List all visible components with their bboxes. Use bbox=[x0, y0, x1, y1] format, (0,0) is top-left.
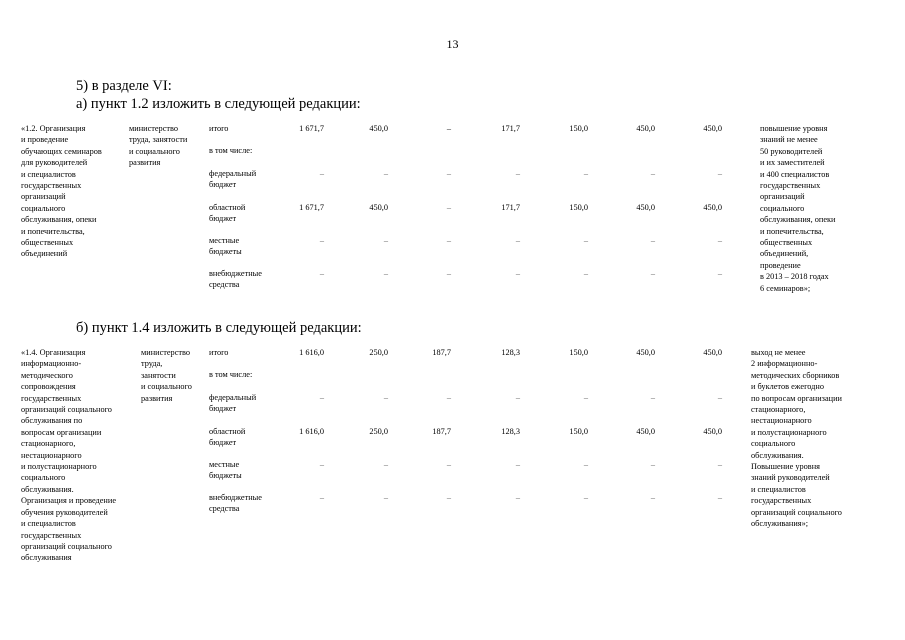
funding-row-total bbox=[0, 123, 905, 157]
funding-source-label: местные бюджеты bbox=[209, 236, 242, 257]
value-year-3: 128,3 bbox=[501, 348, 520, 357]
value-year-4: – bbox=[583, 393, 588, 402]
funding-row-regional bbox=[0, 202, 905, 236]
subsection-heading-a: а) пункт 1.2 изложить в следующей редакции: bbox=[76, 96, 361, 112]
value-year-1: – bbox=[383, 269, 388, 278]
value-year-2: – bbox=[446, 493, 451, 502]
funding-row-extrabudgetary bbox=[0, 492, 905, 526]
value-year-5: – bbox=[650, 169, 655, 178]
funding-row-total bbox=[0, 347, 905, 381]
section-heading: 5) в разделе VI: bbox=[76, 78, 172, 94]
value-year-6: – bbox=[717, 393, 722, 402]
value-year-5: – bbox=[650, 460, 655, 469]
value-year-2: – bbox=[446, 460, 451, 469]
value-year-6: – bbox=[717, 460, 722, 469]
value-year-1: – bbox=[383, 169, 388, 178]
funding-row-regional bbox=[0, 426, 905, 460]
value-year-5: 450,0 bbox=[636, 348, 655, 357]
value-year-2: – bbox=[446, 203, 451, 212]
responsible-org: министерство труда, занятости и социального развития bbox=[141, 348, 192, 403]
value-total: – bbox=[319, 493, 324, 502]
value-year-3: – bbox=[515, 460, 520, 469]
value-year-6: – bbox=[717, 236, 722, 245]
value-year-2: 187,7 bbox=[432, 348, 451, 357]
value-year-4: 150,0 bbox=[569, 203, 588, 212]
value-total: 1 671,7 bbox=[299, 203, 324, 212]
value-total: – bbox=[319, 236, 324, 245]
including-label: в том числе: bbox=[209, 370, 253, 379]
value-year-5: – bbox=[650, 269, 655, 278]
value-year-6: – bbox=[717, 169, 722, 178]
funding-row-federal bbox=[0, 168, 905, 202]
value-year-2: – bbox=[446, 393, 451, 402]
funding-source-label: внебюджетные средства bbox=[209, 493, 262, 514]
measure-name: «1.4. Организация информационно- методического сопровождения государственных организаций социального обслуживания по вопросам организации стационарного, нестационарного и полустационарного социального обслуживания. Организация и проведение обучения руководителей и специалистов государственных организаций социального обслуживания bbox=[21, 348, 116, 563]
value-total: – bbox=[319, 393, 324, 402]
value-year-4: 150,0 bbox=[569, 427, 588, 436]
value-total: – bbox=[319, 169, 324, 178]
value-total: – bbox=[319, 460, 324, 469]
funding-source-label: местные бюджеты bbox=[209, 460, 242, 481]
value-year-6: – bbox=[717, 493, 722, 502]
responsible-org: министерство труда, занятости и социального развития bbox=[129, 124, 188, 168]
value-year-3: – bbox=[515, 269, 520, 278]
funding-source-label: областной бюджет bbox=[209, 427, 246, 448]
funding-source-label: внебюджетные средства bbox=[209, 269, 262, 290]
value-year-3: 171,7 bbox=[501, 124, 520, 133]
value-year-1: 250,0 bbox=[369, 427, 388, 436]
funding-source-label: итого bbox=[209, 124, 229, 133]
value-total: 1 616,0 bbox=[299, 348, 324, 357]
value-year-1: – bbox=[383, 393, 388, 402]
expected-result: повышение уровня знаний не менее 50 руководителей и их заместителей и 400 специалистов государственных организаций социального обслуживания, опеки и попечительства, общественных объединений, проведение в 2013 – 2018 годах 6 семинаров»; bbox=[760, 124, 836, 293]
value-year-6: 450,0 bbox=[703, 348, 722, 357]
funding-source-label: областной бюджет bbox=[209, 203, 246, 224]
value-year-6: 450,0 bbox=[703, 203, 722, 212]
value-year-2: – bbox=[446, 124, 451, 133]
expected-result: выход не менее 2 информационно- методических сборников и буклетов ежегодно по вопросам организации стационарного, нестационарного и полустационарного социального обслуживания. Повышение уровня знаний руководителей и специалистов государственных организаций социального обслуживания»; bbox=[751, 348, 842, 529]
value-year-1: 450,0 bbox=[369, 203, 388, 212]
value-year-3: 128,3 bbox=[501, 427, 520, 436]
value-year-2: 187,7 bbox=[432, 427, 451, 436]
value-year-1: 450,0 bbox=[369, 124, 388, 133]
funding-source-label: федеральный бюджет bbox=[209, 169, 257, 190]
subsection-heading-b: б) пункт 1.4 изложить в следующей редакции: bbox=[76, 320, 362, 336]
value-total: – bbox=[319, 269, 324, 278]
value-year-4: – bbox=[583, 269, 588, 278]
value-year-5: 450,0 bbox=[636, 203, 655, 212]
measure-name: «1.2. Организация и проведение обучающих семинаров для руководителей и специалистов государственных организаций социального обслуживания, опеки и попечительства, общественных объединений bbox=[21, 124, 102, 259]
value-year-4: 150,0 bbox=[569, 348, 588, 357]
value-year-1: – bbox=[383, 460, 388, 469]
funding-source-label: федеральный бюджет bbox=[209, 393, 257, 414]
value-year-5: – bbox=[650, 236, 655, 245]
including-label: в том числе: bbox=[209, 146, 253, 155]
value-year-1: – bbox=[383, 493, 388, 502]
value-year-5: 450,0 bbox=[636, 427, 655, 436]
value-year-5: – bbox=[650, 493, 655, 502]
funding-row-local bbox=[0, 235, 905, 269]
value-year-3: 171,7 bbox=[501, 203, 520, 212]
value-year-4: – bbox=[583, 236, 588, 245]
value-year-3: – bbox=[515, 169, 520, 178]
value-year-4: – bbox=[583, 460, 588, 469]
value-year-3: – bbox=[515, 393, 520, 402]
funding-row-extrabudgetary bbox=[0, 268, 905, 302]
funding-row-local bbox=[0, 459, 905, 493]
value-year-6: 450,0 bbox=[703, 124, 722, 133]
value-year-3: – bbox=[515, 236, 520, 245]
funding-source-label: итого bbox=[209, 348, 229, 357]
value-year-4: – bbox=[583, 493, 588, 502]
value-year-4: 150,0 bbox=[569, 124, 588, 133]
value-year-2: – bbox=[446, 236, 451, 245]
value-year-6: 450,0 bbox=[703, 427, 722, 436]
value-total: 1 671,7 bbox=[299, 124, 324, 133]
value-year-4: – bbox=[583, 169, 588, 178]
value-year-1: 250,0 bbox=[369, 348, 388, 357]
value-total: 1 616,0 bbox=[299, 427, 324, 436]
value-year-3: – bbox=[515, 493, 520, 502]
value-year-5: 450,0 bbox=[636, 124, 655, 133]
funding-row-federal bbox=[0, 392, 905, 426]
page-number: 13 bbox=[446, 37, 459, 51]
value-year-1: – bbox=[383, 236, 388, 245]
value-year-2: – bbox=[446, 169, 451, 178]
value-year-2: – bbox=[446, 269, 451, 278]
value-year-6: – bbox=[717, 269, 722, 278]
value-year-5: – bbox=[650, 393, 655, 402]
